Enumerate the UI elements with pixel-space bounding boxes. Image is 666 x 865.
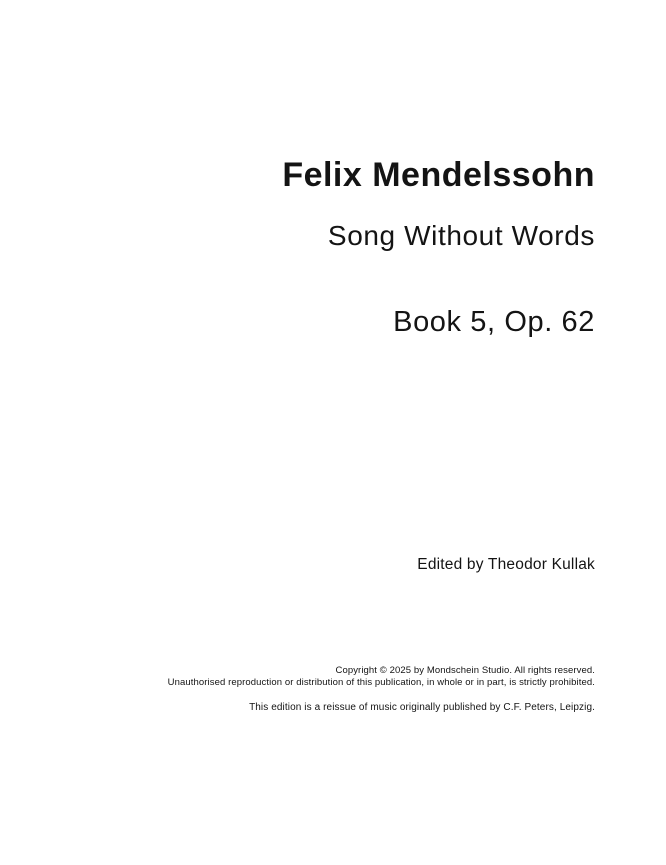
copyright-line-2: Unauthorised reproduction or distribution of this publication, in whole or in part, is strictly prohibited. xyxy=(167,676,595,688)
reissue-note: This edition is a reissue of music originally published by C.F. Peters, Leipzig. xyxy=(249,702,595,713)
copyright-line-1: Copyright © 2025 by Mondschein Studio. All rights reserved. xyxy=(335,665,595,676)
copyright-block xyxy=(168,665,595,688)
editor-credit: Edited by Theodor Kullak xyxy=(417,556,595,573)
work-title: Song Without Words xyxy=(327,220,595,251)
book-subtitle: Book 5, Op. 62 xyxy=(393,306,595,338)
composer-name: Felix Mendelssohn xyxy=(282,156,595,194)
